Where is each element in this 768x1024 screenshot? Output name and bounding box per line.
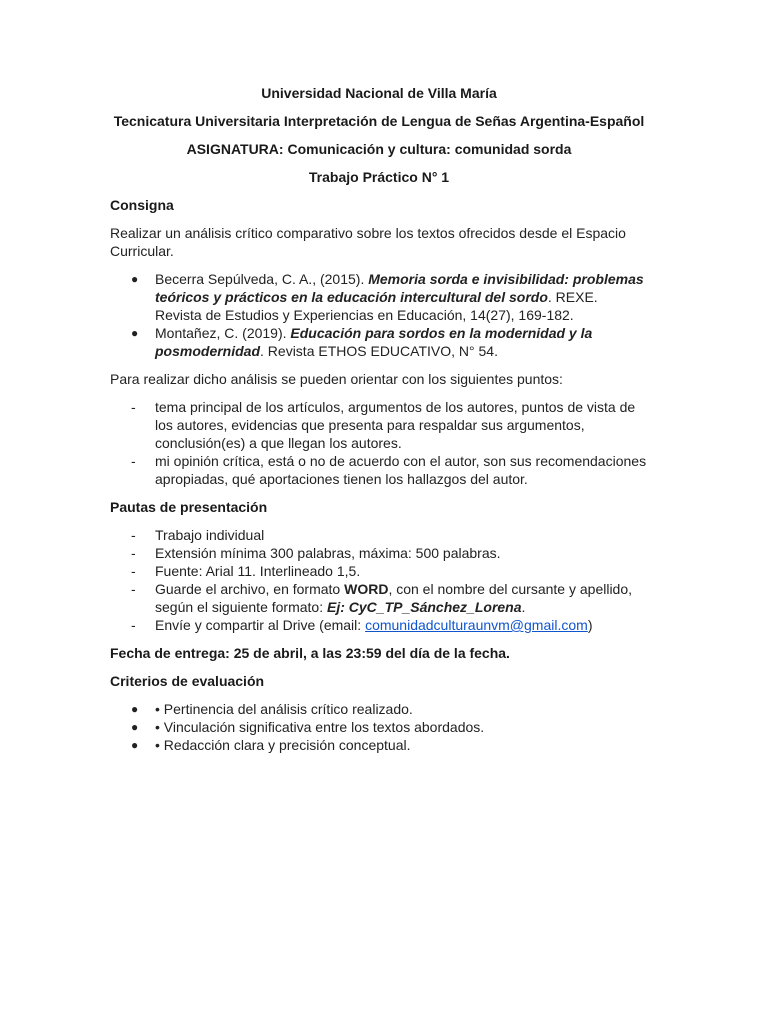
pautas-heading: Pautas de presentación xyxy=(110,499,268,515)
save-text-before: Guarde el archivo, en formato xyxy=(155,581,345,597)
criterios-item xyxy=(110,718,648,736)
reference-source: . Revista ETHOS EDUCATIVO, N° 54. xyxy=(260,343,498,359)
guide-list xyxy=(110,398,648,488)
university-title: Universidad Nacional de Villa María xyxy=(261,85,497,101)
dash-icon: - xyxy=(131,563,136,579)
criterios-item-text: • Redacción clara y precisión conceptual. xyxy=(155,737,411,753)
pautas-list xyxy=(110,526,648,634)
bullet-icon: ● xyxy=(131,702,139,716)
pautas-item xyxy=(110,526,648,544)
guide-intro: Para realizar dicho análisis se pueden orientar con los siguientes puntos: xyxy=(110,371,563,387)
bullet-icon: ● xyxy=(131,326,139,340)
criterios-heading: Criterios de evaluación xyxy=(110,673,265,689)
reference-author: Montañez, C. (2019). xyxy=(155,325,291,341)
drive-text-before: Envíe y compartir al Drive (email: xyxy=(155,617,366,633)
save-text-middle: , con el nombre del cursante y apellido, según el siguiente formato: xyxy=(155,581,633,615)
guide-item-text: tema principal de los artículos, argumentos de los autores, puntos de vista de los autores, evidencias que presenta para respaldar sus argumentos, conclusión(es) a que llegan los autores. xyxy=(155,399,636,451)
pautas-item xyxy=(110,544,648,562)
reference-author: Becerra Sepúlveda, C. A., (2015). xyxy=(155,271,369,287)
bullet-icon: ● xyxy=(131,738,139,752)
dash-icon: - xyxy=(131,527,136,543)
save-example: Ej: CyC_TP_Sánchez_Lorena xyxy=(327,599,522,615)
reference-item xyxy=(110,324,648,360)
pautas-item-save xyxy=(110,580,648,616)
guide-item-text: mi opinión crítica, está o no de acuerdo con el autor, son sus recomendaciones apropiadas, qué aportaciones tienen los hallazgos del autor. xyxy=(155,453,647,487)
reference-title: Memoria sorda e invisibilidad: problemas teóricos y prácticos en la educación intercultural del sordo xyxy=(155,271,644,305)
reference-list xyxy=(110,270,648,360)
criterios-item xyxy=(110,700,648,718)
pautas-item-drive xyxy=(110,616,648,634)
reference-item xyxy=(110,270,648,324)
dash-icon: - xyxy=(131,399,136,415)
pautas-item-text: Trabajo individual xyxy=(155,527,265,543)
criterios-item-text: • Pertinencia del análisis crítico realizado. xyxy=(155,701,413,717)
reference-source: . REXE. Revista de Estudios y Experiencias en Educación, 14(27), 169-182. xyxy=(155,289,598,323)
dash-icon: - xyxy=(131,581,136,597)
bullet-icon: ● xyxy=(131,720,139,734)
pautas-item xyxy=(110,562,648,580)
guide-item xyxy=(110,398,648,452)
save-format: WORD xyxy=(344,581,389,597)
consigna-intro: Realizar un análisis crítico comparativo sobre los textos ofrecidos desde el Espacio Curricular. xyxy=(110,225,626,259)
save-text-after: . xyxy=(521,599,526,615)
criterios-list xyxy=(110,700,648,754)
consigna-heading: Consigna xyxy=(110,197,174,213)
dash-icon: - xyxy=(131,617,136,633)
dash-icon: - xyxy=(131,545,136,561)
pautas-item-text: Fuente: Arial 11. Interlineado 1,5. xyxy=(155,563,361,579)
pautas-item-text: Extensión mínima 300 palabras, máxima: 500 palabras. xyxy=(155,545,501,561)
document-page xyxy=(110,84,648,764)
criterios-item-text: • Vinculación significativa entre los textos abordados. xyxy=(155,719,485,735)
due-date: Fecha de entrega: 25 de abril, a las 23:59 del día de la fecha. xyxy=(110,645,510,661)
subject-title: ASIGNATURA: Comunicación y cultura: comunidad sorda xyxy=(186,141,572,157)
dash-icon: - xyxy=(131,453,136,469)
bullet-icon: ● xyxy=(131,272,139,286)
assignment-title: Trabajo Práctico N° 1 xyxy=(308,169,450,185)
reference-title: Educación para sordos en la modernidad y la posmodernidad xyxy=(155,325,593,359)
guide-item xyxy=(110,452,648,488)
program-title: Tecnicatura Universitaria Interpretación de Lengua de Señas Argentina-Español xyxy=(113,113,645,129)
email-link[interactable]: comunidadculturaunvm@gmail.com xyxy=(365,617,588,633)
criterios-item xyxy=(110,736,648,754)
drive-text-after: ) xyxy=(587,617,593,633)
